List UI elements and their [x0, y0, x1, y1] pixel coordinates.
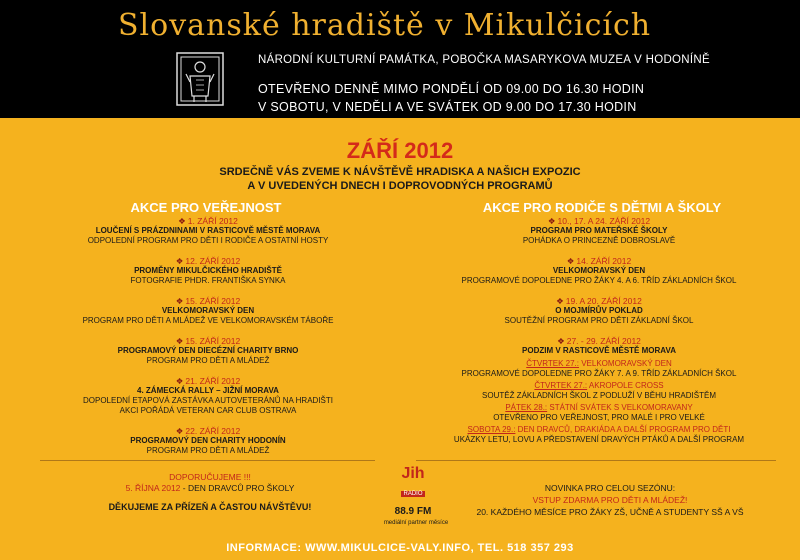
event-title: VELKOMORAVSKÝ DEN	[552, 266, 646, 275]
schedule-day: PÁTEK 28.:	[505, 403, 548, 412]
diamond-icon: ❖	[556, 296, 564, 306]
list-item	[46, 296, 370, 326]
divider	[416, 460, 776, 461]
family-school-events-heading: AKCE PRO RODIČE S DĚTMI A ŠKOLY	[482, 200, 722, 215]
event-title: PROGRAMOVÝ DEN CHARITY HODONÍN	[130, 436, 286, 445]
diamond-icon: ❖	[175, 256, 184, 266]
event-description: PROGRAM PRO DĚTI A MLÁDEŽ	[146, 446, 270, 455]
schedule-item	[416, 403, 782, 423]
divider	[40, 460, 375, 461]
list-item	[416, 296, 782, 326]
recommend-text: - DEN DRAVCŮ PRO ŠKOLY	[180, 483, 295, 493]
diamond-icon: ❖	[175, 296, 184, 306]
event-description-2: AKCI POŘÁDÁ VETERAN CAR CLUB OSTRAVA	[119, 406, 297, 415]
thanks-message: DĚKUJEME ZA PŘÍZEŇ A ČASTOU NÁVŠTĚVU!	[108, 502, 312, 512]
list-item	[46, 256, 370, 286]
header-band	[0, 0, 800, 118]
season-news	[440, 482, 780, 518]
event-description: DOPOLEDNÍ ETAPOVÁ ZASTÁVKA AUTOVETERÁNŮ NA HRADIŠTI	[83, 396, 333, 405]
news-free-entry: VSTUP ZDARMA PRO DĚTI A MLÁDEŽ!	[532, 495, 688, 505]
schedule-label: STÁTNÍ SVÁTEK S VELKOMORAVANY	[547, 403, 693, 412]
diamond-icon: ❖	[175, 376, 184, 386]
event-date: 10., 17. A 24. ZÁŘÍ 2012	[557, 216, 651, 226]
schedule-line: UKÁZKY LETU, LOVU A PŘEDSTAVENÍ DRAVÝCH PTÁKŮ A DALŠÍ PROGRAM	[453, 435, 745, 444]
schedule-label: DEN DRAVCŮ, DRAKIÁDA A DALŠÍ PROGRAM PRO DĚTI	[515, 425, 731, 434]
month-heading: ZÁŘÍ 2012	[346, 138, 454, 163]
event-date: 19. A 20. ZÁŘÍ 2012	[565, 296, 642, 306]
event-date: 1. ZÁŘÍ 2012	[187, 216, 238, 226]
radio-logo	[388, 466, 438, 517]
event-description: ODPOLEDNÍ PROGRAM PRO DĚTI I RODIČE A OSTATNÍ HOSTY	[87, 236, 329, 245]
list-item	[46, 376, 370, 416]
radio-logo-name: Jih	[401, 465, 425, 482]
diamond-icon: ❖	[557, 336, 565, 346]
event-title: 4. ZÁMECKÁ RALLY – JIŽNÍ MORAVA	[137, 386, 279, 395]
public-events-heading: AKCE PRO VEŘEJNOST	[130, 200, 282, 215]
schedule-day: ČTVRTEK 27.:	[526, 359, 579, 368]
list-item	[416, 336, 782, 356]
recommend-date: 5. ŘÍJNA 2012	[125, 483, 181, 493]
news-detail: 20. KAŽDÉHO MĚSÍCE PRO ŽÁKY ZŠ, UČNĚ A STUDENTY SŠ A VŠ	[476, 507, 744, 517]
event-title: LOUČENÍ S PRÁZDNINAMI V RASTICOVĚ MĚSTĚ MORAVA	[95, 226, 321, 235]
intro-line-1: SRDEČNĚ VÁS ZVEME K NÁVŠTĚVĚ HRADISKA A NAŠICH EXPOZIC	[219, 166, 581, 178]
intro-line-2: A V UVEDENÝCH DNECH I DOPROVODNÝCH PROGRAMŮ	[247, 180, 553, 192]
diamond-icon: ❖	[175, 426, 184, 436]
event-description: PROGRAM PRO DĚTI A MLÁDEŽ VE VELKOMORAVSKÉM TÁBOŘE	[82, 316, 334, 325]
event-title: VELKOMORAVSKÝ DEN	[161, 306, 255, 315]
event-description: PROGRAMOVÉ DOPOLEDNE PRO ŽÁKY 4. A 6. TŘÍD ZÁKLADNÍCH ŠKOL	[461, 276, 737, 285]
recommend-label: DOPORUČUJEME !!!	[169, 472, 251, 482]
diamond-icon: ❖	[178, 216, 186, 226]
event-description: FOTOGRAFIE PHDR. FRANTIŠKA SYNKA	[130, 276, 286, 285]
event-title: PROGRAMOVÝ DEN DIECÉZNÍ CHARITY BRNO	[117, 346, 299, 355]
schedule-item	[416, 381, 782, 401]
media-partner-caption: mediální partner měsíce	[383, 520, 449, 526]
schedule-day: ČTVRTEK 27.:	[534, 381, 588, 390]
list-item	[416, 256, 782, 286]
schedule-label: AKROPOLE CROSS	[587, 381, 664, 390]
schedule-day: SOBOTA 29.:	[467, 425, 516, 434]
event-date: 27. - 29. ZÁŘÍ 2012	[566, 336, 641, 346]
event-title: PROGRAM PRO MATEŘSKÉ ŠKOLY	[530, 226, 668, 235]
event-date: 21. ZÁŘÍ 2012	[185, 376, 241, 386]
diamond-icon: ❖	[547, 216, 556, 226]
public-events-list	[46, 216, 370, 466]
footer-contact: INFORMACE: WWW.MIKULCICE-VALY.INFO, TEL. 518 357 293	[226, 542, 574, 554]
schedule-line: OTEVŘENO PRO VEŘEJNOST, PRO MALÉ I PRO VELKÉ	[493, 413, 705, 422]
event-date: 22. ZÁŘÍ 2012	[185, 426, 241, 436]
schedule-line: PROGRAMOVÉ DOPOLEDNE PRO ŽÁKY 7. A 9. TŘÍD ZÁKLADNÍCH ŠKOL	[461, 369, 737, 378]
list-item	[46, 426, 370, 456]
news-title: NOVINKA PRO CELOU SEZÓNU:	[544, 483, 676, 493]
family-school-events-list	[416, 216, 782, 445]
diamond-icon: ❖	[566, 256, 575, 266]
event-title: O MOJMÍRŮV POKLAD	[555, 306, 643, 315]
schedule-label: VELKOMORAVSKÝ DEN	[579, 359, 672, 368]
list-item	[46, 216, 370, 246]
schedule-line: SOUTĚŽ ZÁKLADNÍCH ŠKOL Z PODLUŽÍ V BĚHU HRADIŠTĚM	[482, 391, 716, 400]
event-date: 14. ZÁŘÍ 2012	[576, 256, 632, 266]
page-title: Slovanské hradiště v Mikulčicích	[118, 8, 652, 43]
event-description: PROGRAM PRO DĚTI A MLÁDEŽ	[146, 356, 270, 365]
event-date: 15. ZÁŘÍ 2012	[185, 296, 241, 306]
radio-logo-sub: RADIO	[403, 491, 423, 497]
list-item	[416, 216, 782, 246]
radio-frequency: 88.9 FM	[394, 506, 432, 517]
diamond-icon: ❖	[175, 336, 184, 346]
event-description: SOUTĚŽNÍ PROGRAM PRO DĚTI ZÁKLADNÍ ŠKOL	[504, 316, 694, 325]
list-item	[46, 336, 370, 366]
schedule-item	[416, 359, 782, 379]
opening-hours-line-1: OTEVŘENO DENNĚ MIMO PONDĚLÍ OD 09.00 DO 16.30 HODIN	[258, 82, 645, 96]
recommendation	[48, 472, 372, 494]
knight-emblem-icon	[176, 52, 224, 106]
schedule-item	[416, 425, 782, 445]
event-description: POHÁDKA O PRINCEZNĚ DOBROSLAVĚ	[522, 236, 676, 245]
event-date: 15. ZÁŘÍ 2012	[185, 336, 241, 346]
opening-hours-line-2: V SOBOTU, V NEDĚLI A VE SVÁTEK OD 9.00 DO 17.30 HODIN	[258, 100, 637, 114]
header-subtitle: NÁRODNÍ KULTURNÍ PAMÁTKA, POBOČKA MASARYKOVA MUZEA V HODONÍNĚ	[258, 54, 710, 66]
event-date: 12. ZÁŘÍ 2012	[185, 256, 241, 266]
event-title: PROMĚNY MIKULČICKÉHO HRADIŠTĚ	[134, 266, 282, 275]
event-title: PODZIM V RASTICOVĚ MĚSTĚ MORAVA	[522, 346, 676, 355]
